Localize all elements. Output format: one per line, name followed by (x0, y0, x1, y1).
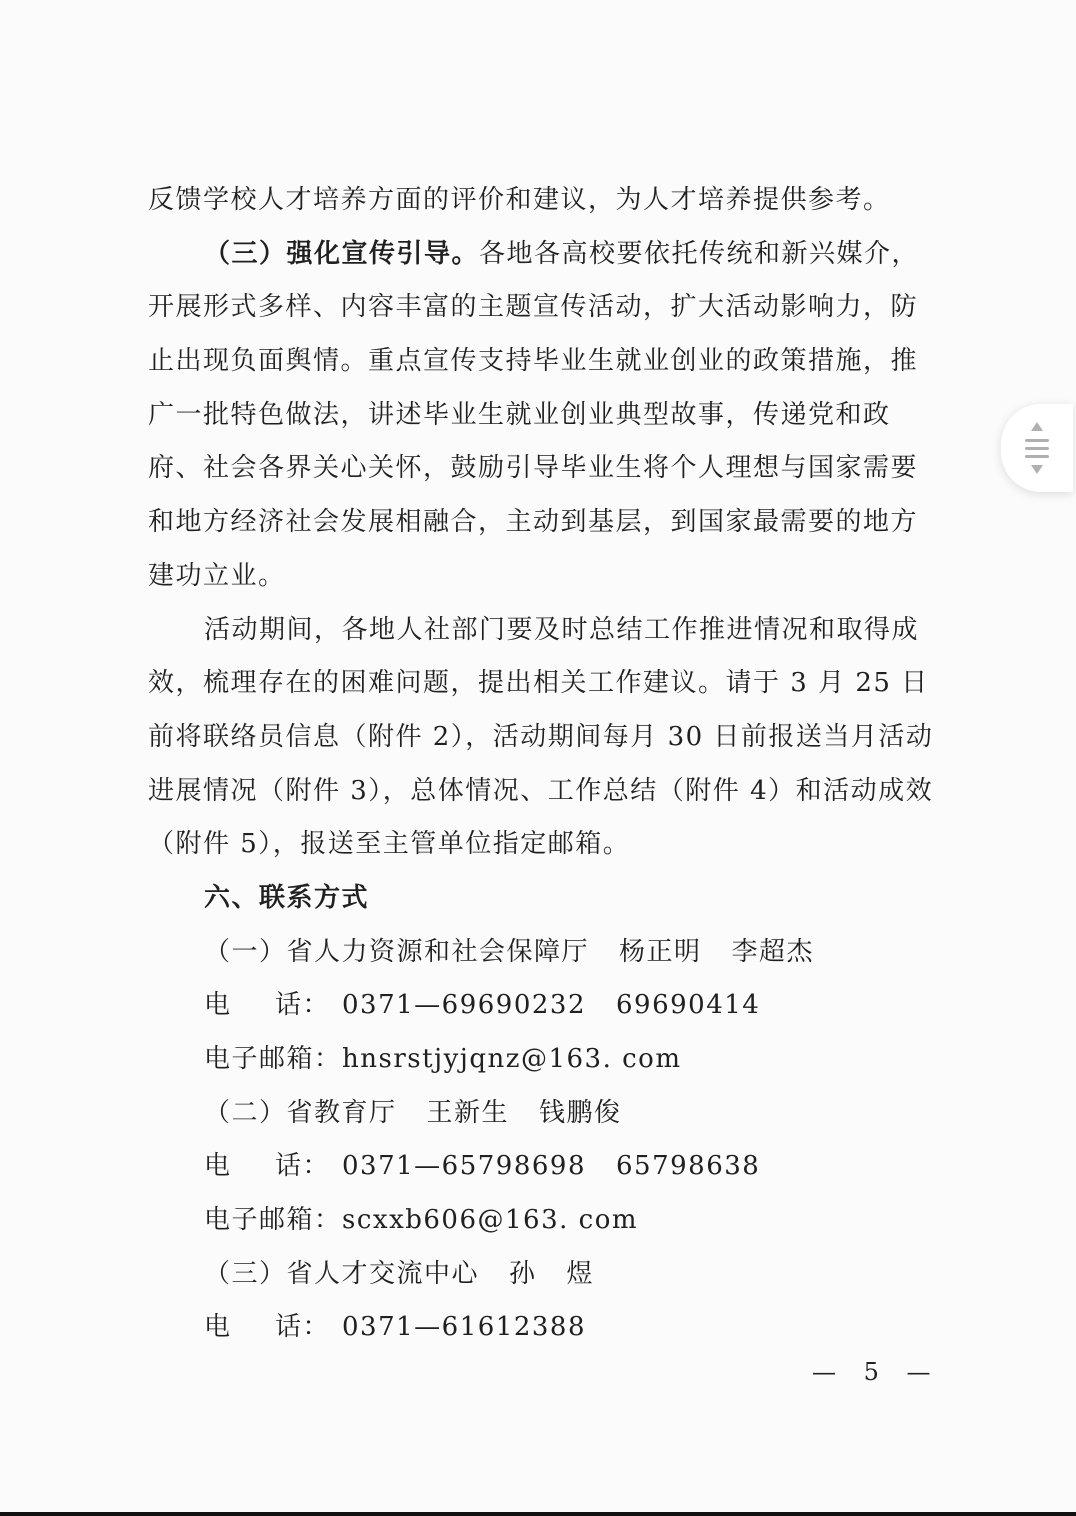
paragraph-line: 广一批特色做法，讲述毕业生就业创业典型故事，传递党和政 (148, 399, 891, 430)
contact-email (148, 1033, 944, 1087)
document-body (148, 174, 944, 1355)
three-lines-icon (1025, 439, 1049, 442)
paragraph-line: 效，梳理存在的困难问题，提出相关工作建议。请于 3 月 25 日 (148, 668, 929, 699)
email-address: hnsrstjyjqnz@163. com (342, 1044, 682, 1074)
contact-name: 孙 (509, 1258, 537, 1289)
paragraph-line: （附件 5），报送至主管单位指定邮箱。 (148, 829, 631, 860)
phone-number: 0371—61612388 (342, 1312, 587, 1343)
contact-name: 钱鹏俊 (539, 1097, 622, 1128)
contact-org: （三）省人才交流中心 (204, 1258, 480, 1289)
contact-org: （一）省人力资源和社会保障厅 (204, 936, 590, 967)
contact-email (148, 1194, 944, 1248)
phone-number: 0371—69690232 (342, 990, 587, 1021)
contact-heading (148, 1087, 944, 1141)
email-address: scxxb606@163. com (342, 1205, 639, 1236)
section-heading: 六、联系方式 (204, 882, 370, 913)
paragraph-line: 活动期间，各地人社部门要及时总结工作推进情况和取得成 (204, 614, 920, 645)
paragraph-line: 建功立业。 (148, 560, 286, 591)
paragraph-line: 和地方经济社会发展相融合，主动到基层，到国家最需要的地方 (148, 507, 919, 538)
phone-label: 电 话： (204, 990, 330, 1021)
subsection-heading: （三）强化宣传引导。 (204, 238, 480, 269)
scroll-handle-graphic (1001, 404, 1073, 492)
triangle-up-icon (1031, 422, 1043, 431)
contact-name: 李超杰 (731, 936, 815, 967)
paragraph-line: 府、社会各界关心关怀，鼓励引导毕业生将个人理想与国家需要 (148, 453, 919, 484)
contact-name: 王新生 (426, 1097, 510, 1128)
contact-heading (148, 1248, 944, 1302)
phone-number: 0371—65798698 (342, 1151, 587, 1182)
paragraph-line: 反馈学校人才培养方面的评价和建议，为人才培养提供参考。 (148, 185, 891, 215)
contact-phone (148, 979, 944, 1033)
bottom-edge-bar (0, 1512, 1076, 1516)
page-number: — 5 — (812, 1358, 941, 1386)
phone-number: 65798638 (616, 1151, 761, 1182)
triangle-down-icon (1031, 465, 1043, 474)
phone-label: 电 话： (204, 1312, 330, 1343)
contact-name: 杨正明 (619, 936, 702, 967)
email-label: 电子邮箱： (204, 1205, 342, 1236)
phone-number: 69690414 (616, 990, 761, 1021)
contact-name: 煜 (566, 1258, 595, 1289)
paragraph-line (148, 228, 944, 282)
paragraph-line: 开展形式多样、内容丰富的主题宣传活动，扩大活动影响力，防 (148, 292, 919, 323)
paragraph-line-rest: 各地各高校要依托传统和新兴媒介， (479, 238, 920, 269)
contact-phone (148, 1301, 944, 1355)
email-label: 电子邮箱： (204, 1044, 342, 1074)
paragraph-line: 前将联络员信息（附件 2），活动期间每月 30 日前报送当月活动 (148, 721, 934, 752)
phone-label: 电 话： (204, 1151, 330, 1182)
paragraph-line: 止出现负面舆情。重点宣传支持毕业生就业创业的政策措施，推 (148, 346, 919, 377)
contact-org: （二）省教育厅 (204, 1097, 397, 1128)
paragraph-line: 进展情况（附件 3），总体情况、工作总结（附件 4）和活动成效 (148, 775, 934, 806)
scroll-handle[interactable] (1001, 404, 1073, 492)
contact-phone (148, 1140, 944, 1194)
contact-heading (148, 926, 944, 980)
